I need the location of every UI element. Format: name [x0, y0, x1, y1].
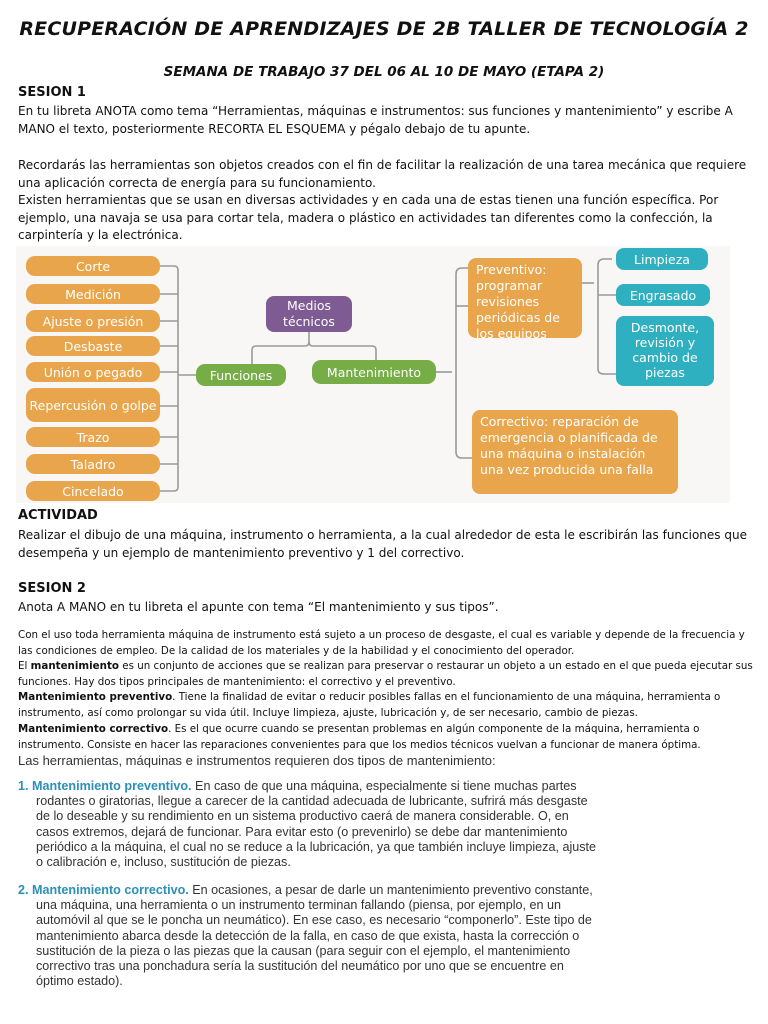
- textbook-intro: Las herramientas, máquinas e instrumentos requieren dos tipos de mantenimiento:: [18, 753, 496, 768]
- funcion-item: Trazo: [26, 427, 160, 447]
- correctivo-node: Correctivo: reparación de emergencia o planificada de una máquina o instalación una vez producida una falla: [472, 410, 678, 494]
- desmonte-node: Desmonte, revisión y cambio de piezas: [616, 316, 714, 386]
- item-number: 1.: [18, 779, 29, 793]
- text-run: . Es el que ocurre cuando se presentan problemas en algún componente de la máquina, herramienta o instrumento. Consiste en hacer las reparaciones convenientes para que los medios técnicos vuelvan a funcionar de manera óptima.: [18, 723, 701, 751]
- sesion1-heading: SESION 1: [18, 85, 86, 100]
- funcion-item: Ajuste o presión: [26, 310, 160, 332]
- limpieza-node: Limpieza: [616, 248, 708, 270]
- item-heading: Mantenimiento preventivo.: [32, 779, 192, 793]
- text-run: El: [18, 660, 31, 672]
- funcion-item: Taladro: [26, 454, 160, 474]
- funcion-item: Medición: [26, 284, 160, 304]
- text-run: . Tiene la finalidad de evitar o reducir posibles fallas en el funcionamiento de una máquina, herramienta o instrumento, así como prolongar su vida útil. Incluye limpieza, ajuste, lubricación y, de ser necesario, cambio de piezas.: [18, 691, 721, 719]
- funcion-item: Desbaste: [26, 336, 160, 356]
- actividad-text: Realizar el dibujo de una máquina, instrumento o herramienta, a la cual alrededor de esta le escribirán las funciones que desempeña y un ejemplo de mantenimiento preventivo y 1 del correctivo.: [18, 528, 747, 560]
- funciones-node: Funciones: [196, 364, 286, 386]
- engrasado-node: Engrasado: [616, 284, 710, 306]
- correctivo-term: Mantenimiento correctivo: [18, 723, 169, 735]
- funcion-item: Unión o pegado: [26, 362, 160, 382]
- page-title: RECUPERACIÓN DE APRENDIZAJES DE 2B TALLER DE TECNOLOGÍA 2: [19, 18, 749, 40]
- concept-map: [16, 246, 730, 503]
- page-subtitle: SEMANA DE TRABAJO 37 DEL 06 AL 10 DE MAYO (ETAPA 2): [163, 64, 605, 80]
- mantenimiento-node: Mantenimiento: [312, 360, 436, 384]
- sesion1-instructions: En tu libreta ANOTA como tema “Herramientas, máquinas e instrumentos: sus funciones y mantenimiento” y escribe A MANO el texto, posteriormente RECORTA EL ESQUEMA y pégalo debajo de tu apunte.: [18, 104, 733, 136]
- sesion2-paragraph-3: [18, 690, 753, 721]
- sesion2-paragraph-1: Con el uso toda herramienta máquina de instrumento está sujeto a un proceso de desgaste, el cual es variable y depende de la frecuencia y las condiciones de empleo. De la calidad de los materiales y de la habilidad y el conocimiento del operador.: [18, 629, 745, 657]
- mantenimiento-term: mantenimiento: [30, 660, 119, 672]
- funcion-item: Repercusión o golpe: [26, 388, 160, 422]
- sesion2-paragraph-4: [18, 722, 753, 753]
- item-number: 2.: [18, 883, 29, 897]
- funcion-item: Corte: [26, 256, 160, 276]
- item-heading: Mantenimiento correctivo.: [32, 883, 189, 897]
- sesion2-instructions: Anota A MANO en tu libreta el apunte con tema “El mantenimiento y sus tipos”.: [18, 600, 499, 614]
- sesion2-heading: SESION 2: [18, 581, 86, 596]
- item-text: En ocasiones, a pesar de darle un mantenimiento preventivo constante, una máquina, una herramienta o un instrumento terminan fallando (piensa, por ejemplo, en un automóvil al que se le poncha un neumático). En ese caso, es necesario “componerlo”. Este tipo de mantenimiento abarca desde la detección de la falla, en caso de que exista, hasta la corrección o sustitución de la pieza o las piezas que la causan (para seguir con el ejemplo, el mantenimiento correctivo tras una ponchadura sería la sustitución del neumático por uno que se encuentre en óptimo estado).: [36, 883, 593, 989]
- medios-tecnicos-node: Medios técnicos: [266, 296, 352, 332]
- sesion1-paragraph-2: Existen herramientas que se usan en diversas actividades y en cada una de estas tienen una función específica. Por ejemplo, una navaja se usa para cortar tela, madera o plástico en actividades tan diferentes como la confección, la carpintería y la electrónica.: [18, 193, 719, 242]
- textbook-item-1: [18, 779, 602, 870]
- text-run: es un conjunto de acciones que se realizan para preservar o restaurar un objeto a un estado en el que pueda ejecutar sus funciones. Hay dos tipos principales de mantenimiento: el correctivo y el preventivo.: [18, 660, 753, 688]
- sesion1-paragraph-1: Recordarás las herramientas son objetos creados con el fin de facilitar la realización de una tarea mecánica que requiere una aplicación correcta de energía para su funcionamiento.: [18, 158, 747, 190]
- funcion-item: Cincelado: [26, 481, 160, 501]
- actividad-heading: ACTIVIDAD: [18, 508, 98, 523]
- textbook-item-2: [18, 883, 602, 989]
- preventivo-node: Preventivo: programar revisiones periódicas de los equipos: [468, 258, 582, 338]
- sesion2-paragraph-2: [18, 659, 753, 690]
- preventivo-term: Mantenimiento preventivo: [18, 691, 173, 703]
- item-text: En caso de que una máquina, especialmente si tiene muchas partes rodantes o giratorias, llegue a carecer de la cantidad adecuada de lubricante, sufrirá más desgaste de lo deseable y su rendimiento en un sistema productivo caerá de manera considerable. O, en casos extremos, dejará de funcionar. Para evitar esto (o prevenirlo) se debe dar mantenimiento periódico a la máquina, el cual no se reduce a la lubricación, ya que también incluye limpieza, ajuste o calibración e, incluso, sustitución de piezas.: [36, 779, 597, 870]
